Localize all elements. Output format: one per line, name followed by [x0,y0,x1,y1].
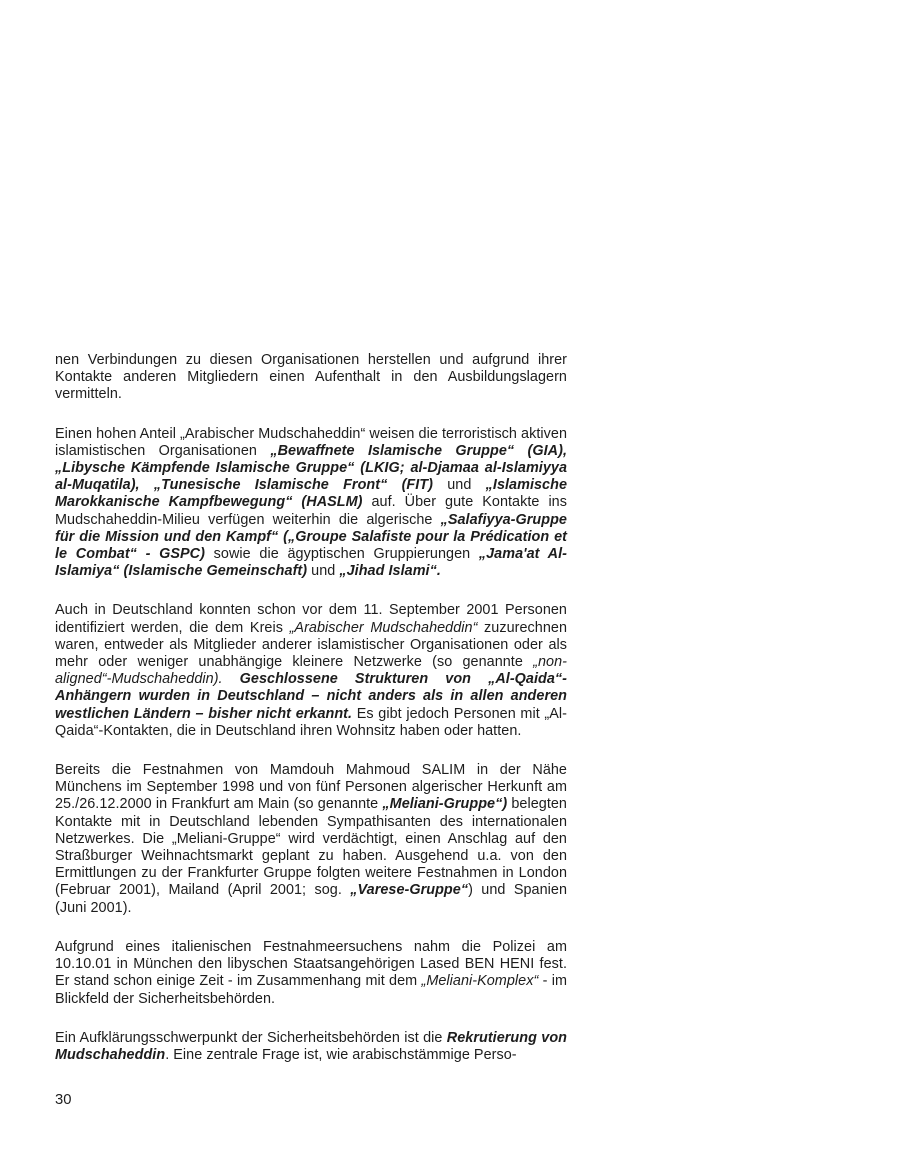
text-run: „Arabischer Mudschaheddin“ [289,619,478,636]
text-run: Ein Aufklärungsschwerpunkt der Sicherheitsbehörden ist die [55,1029,447,1046]
text-run: „Jama'at Al-Islamiya“ (Islamische Gemeinschaft) [55,546,567,580]
text-run: Geschlossene Strukturen von „Al-Qaida“-Anhängern wurden in Deutschland – nicht anders als in allen anderen westlichen Ländern – bisher nicht erkannt. [55,671,567,722]
paragraph-4 [55,762,567,917]
text-run: auf. Über gute Kontakte ins Mudschaheddin-Milieu verfügen weiterhin die algerische [55,494,567,528]
text-run: Auch in Deutschland konnten schon vor dem 11. September 2001 Personen identifiziert werden, die dem Kreis [55,602,567,636]
text-run: Einen hohen Anteil „Arabischer Mudschaheddin“ weisen die terroristisch aktiven islamistischen Organisationen [55,425,567,459]
text-run: Rekrutierung von Mudschaheddin [55,1029,567,1063]
text-run: „non-aligned“-Mudschaheddin). [55,654,567,688]
text-run: „Meliani-Gruppe“) [382,796,508,813]
text-run: „Meliani-Komplex“ [421,973,539,990]
text-run: zuzurechnen waren, entweder als Mitglieder anderer islamistischer Organisationen oder als mehr oder weniger unabhängige kleinere Netzwerke (so genannte [55,619,568,671]
text-run [223,671,240,687]
text-run: und [433,477,486,494]
text-run: - im Blickfeld der Sicherheitsbehörden. [55,973,567,1007]
text-run: „Bewaffnete Islamische Gruppe“ (GIA), „Libysche Kämpfende Islamische Gruppe“ (LKIG; al-Djamaa al-Islamiyya al-Muqatila), „Tunesische Islamische Front“ (FIT) [55,442,567,494]
text-run: Bereits die Festnahmen von Mamdouh Mahmoud SALIM in der Nähe Münchens im September 1998 und von fünf Personen algerischer Herkunft am 25./26.12.2000 in Frankfurt am Main (so genannte [55,762,567,813]
page-number: 30 [55,1092,72,1108]
text-run: Aufgrund eines italienischen Festnahmeersuchens nahm die Polizei am 10.10.01 in München den libyschen Staatsangehörigen Lased BEN HENI fest. Er stand schon einige Zeit - im Zusammenhang mit dem [55,938,567,990]
paragraph-2 [55,426,567,581]
paragraph-6 [55,1030,567,1064]
text-run: nen Verbindungen zu diesen Organisationen herstellen und aufgrund ihrer Kontakte anderen Mitgliedern einen Aufenthalt in den Ausbildungslagern vermitteln. [55,352,567,403]
text-run: Es gibt jedoch Personen mit „Al-Qaida“-Kontakten, die in Deutschland ihren Wohnsitz haben oder hatten. [55,705,567,739]
paragraph-1 [55,352,567,404]
text-run: „Salafiyya-Gruppe für die Mission und den Kampf“ („Groupe Salafiste pour la Prédication et le Combat“ - GSPC) [55,511,567,563]
text-run: „Varese-Gruppe“ [350,882,469,899]
text-run: belegten Kontakte mit in Deutschland lebenden Sympathisanten des internationalen Netzwerkes. Die „Meliani-Gruppe“ wird verdächtigt, einen Anschlag auf den Straßburger Weihnachtsmarkt geplant zu haben. Ausgehend u.a. von den Ermittlungen zu der Frankfurter Gruppe folgten weitere Festnahmen in London (Februar 2001), Mailand (April 2001; sog. [55,796,567,899]
document-body [55,352,567,1086]
text-run: sowie die ägyptischen Gruppierungen [204,546,479,563]
paragraph-5 [55,939,567,1008]
text-run: und [307,563,340,580]
text-run: „Islamische Marokkanische Kampfbewegung“ (HASLM) [55,477,567,511]
text-run: ) und Spanien (Juni 2001). [55,882,567,916]
text-run: „Jihad Islami“. [339,563,441,580]
text-run: . Eine zentrale Frage ist, wie arabischstämmige Perso- [165,1046,517,1063]
paragraph-3 [55,602,567,740]
